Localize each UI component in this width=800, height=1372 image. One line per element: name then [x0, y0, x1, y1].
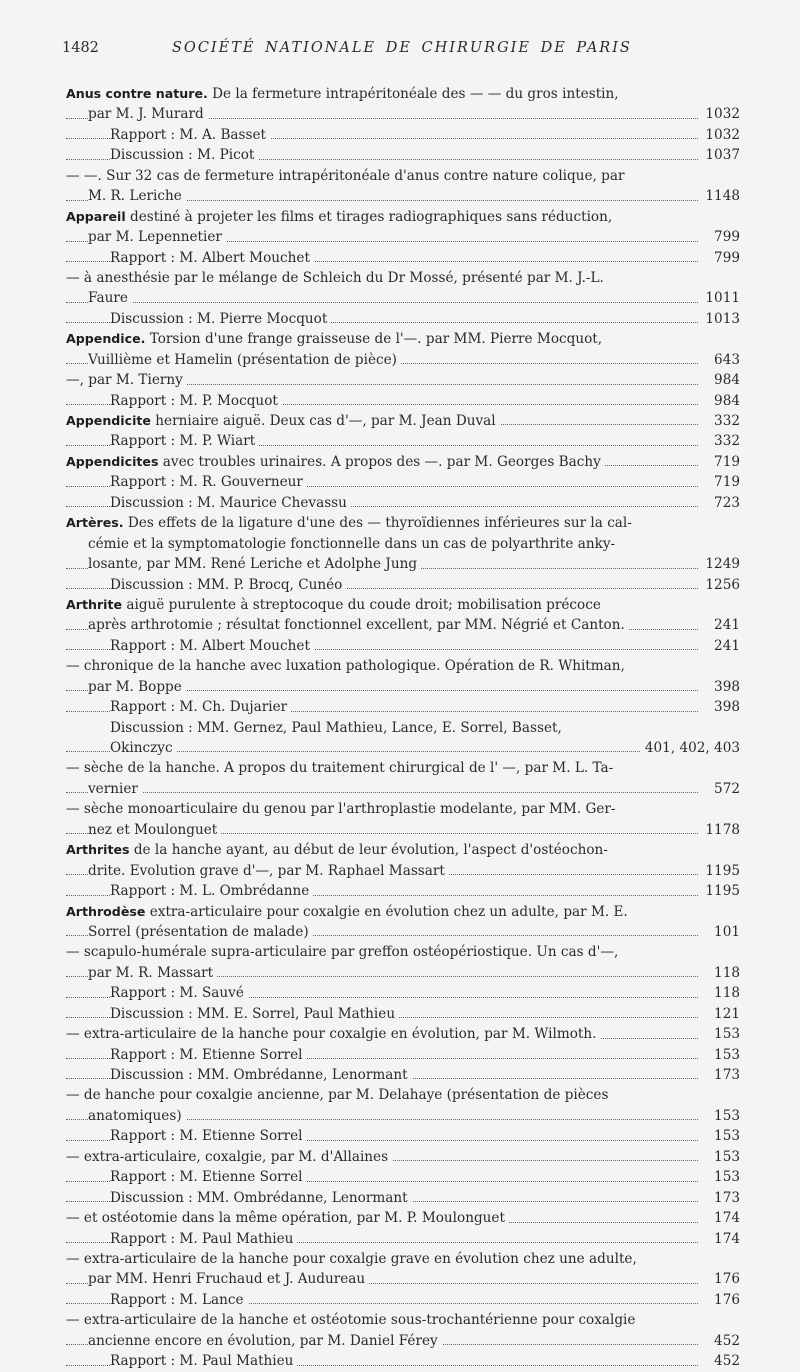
entry-text: Sorrel (présentation de malade)	[88, 924, 313, 940]
entry-text: Discussion : MM. Ombrédanne, Lenormant	[110, 1190, 412, 1206]
page-reference: 1032	[701, 125, 740, 145]
page-reference: 398	[710, 677, 740, 697]
entry-text: — sèche de la hanche. A propos du traitement chirurgical de l' —, par M. L. Ta-	[66, 760, 614, 777]
entry-text: — et ostéotomie dans la même opération, par M. P. Moulonguet	[66, 1210, 509, 1226]
dot-leader	[66, 302, 698, 303]
page-reference: 176	[710, 1269, 740, 1289]
entry-text: Rapport : M. Paul Mathieu	[110, 1353, 297, 1369]
page-reference: 1256	[701, 575, 740, 595]
index-line	[66, 942, 740, 962]
index-line	[66, 983, 740, 1003]
page-reference: 452	[710, 1351, 740, 1371]
page-number: 1482	[62, 40, 99, 56]
index-line	[66, 1065, 740, 1085]
index-line	[66, 595, 740, 615]
entry-text: Vuillième et Hamelin (présentation de pièce)	[88, 352, 401, 368]
entry-keyword: Artères.	[66, 515, 124, 531]
index-line	[66, 554, 740, 574]
entry-keyword: Anus contre nature.	[66, 86, 208, 101]
entry-text: Rapport : M. A. Basset	[110, 127, 270, 143]
index-line	[66, 840, 740, 860]
index-line	[66, 1085, 740, 1105]
entry-text: Discussion : MM. Ombrédanne, Lenormant	[110, 1067, 412, 1083]
index-line	[66, 1290, 740, 1310]
entry-text: Rapport : M. R. Gouverneur	[110, 474, 307, 490]
index-line	[66, 799, 740, 819]
entry-text: Appendice. Torsion d'une frange graisseuse de l'—. par MM. Pierre Mocquot,	[66, 331, 603, 348]
index-line	[66, 1126, 740, 1146]
entry-text: Artères. Des effets de la ligature d'une des — thyroïdiennes inférieures sur la cal-	[66, 515, 632, 532]
entry-text: Arthrodèse extra-articulaire pour coxalgie en évolution chez un adulte, par M. E.	[66, 903, 628, 920]
index-line	[66, 963, 740, 983]
index-line	[66, 615, 740, 635]
entry-keyword: Arthrites	[66, 842, 130, 858]
index-line	[66, 1004, 740, 1024]
entry-text: Appendicite herniaire aiguë. Deux cas d'—, par M. Jean Duval	[66, 413, 500, 429]
entry-text: Appendicites avec troubles urinaires. A propos des —. par M. Georges Bachy	[66, 454, 605, 470]
entry-text: par M. R. Massart	[88, 965, 217, 981]
page-reference: 984	[710, 391, 740, 411]
entry-text: — de hanche pour coxalgie ancienne, par M. Delahaye (présentation de pièces	[66, 1087, 609, 1104]
entry-text: après arthrotomie ; résultat fonctionnel excellent, par MM. Négrié et Canton.	[88, 617, 629, 633]
entry-keyword: Arthrite	[66, 596, 123, 612]
page-reference: 153	[710, 1045, 740, 1065]
entry-text: — scapulo-humérale supra-articulaire par greffon ostéopériostique. Un cas d'—,	[66, 944, 619, 961]
page-reference: 153	[710, 1167, 740, 1187]
entry-text: par MM. Henri Fruchaud et J. Audureau	[88, 1271, 369, 1287]
index-line	[66, 1229, 740, 1249]
index-line	[66, 1024, 740, 1044]
entry-text: — chronique de la hanche avec luxation pathologique. Opération de R. Whitman,	[66, 658, 625, 675]
entry-text: — extra-articulaire de la hanche pour coxalgie en évolution, par M. Wilmoth.	[66, 1026, 600, 1042]
page-reference: 332	[710, 431, 740, 451]
index-line	[66, 902, 740, 922]
entry-text: par M. J. Murard	[88, 106, 208, 122]
entry-text: Discussion : M. Pierre Mocquot	[110, 311, 331, 327]
index-line	[66, 288, 740, 308]
index-line	[66, 513, 740, 533]
entry-text: Discussion : MM. Gernez, Paul Mathieu, Lance, E. Sorrel, Basset,	[110, 719, 562, 736]
entry-text: nez et Moulonguet	[88, 822, 221, 838]
page-reference: 1013	[701, 309, 740, 329]
entry-keyword: Arthrodèse	[66, 903, 146, 919]
index-line	[66, 493, 740, 513]
index-line	[66, 431, 740, 451]
page-reference: 1195	[701, 861, 740, 881]
index-entries	[66, 84, 740, 1372]
running-title: SOCIÉTÉ NATIONALE DE CHIRURGIE DE PARIS	[172, 40, 632, 56]
entry-text: Rapport : M. Paul Mathieu	[110, 1231, 297, 1247]
index-line	[66, 820, 740, 840]
entry-text: — sèche monoarticulaire du genou par l'arthroplastie modelante, par MM. Ger-	[66, 801, 616, 818]
entry-text: Rapport : M. Etienne Sorrel	[110, 1169, 307, 1185]
index-line	[66, 1208, 740, 1228]
page-reference: 153	[710, 1126, 740, 1146]
entry-keyword: Appareil	[66, 208, 126, 224]
entry-text: drite. Evolution grave d'—, par M. Raphael Massart	[88, 863, 449, 879]
index-line	[66, 166, 740, 186]
index-line	[66, 104, 740, 124]
entry-text: Discussion : M. Maurice Chevassu	[110, 495, 351, 511]
page-reference: 398	[710, 697, 740, 717]
dot-leader	[66, 792, 698, 793]
index-line	[66, 227, 740, 247]
index-line	[66, 472, 740, 492]
index-line	[66, 391, 740, 411]
entry-text: Arthrites de la hanche ayant, au début de leur évolution, l'aspect d'ostéochon-	[66, 842, 608, 859]
index-line	[66, 84, 740, 104]
entry-text: Rapport : M. Etienne Sorrel	[110, 1128, 307, 1144]
index-line	[66, 1188, 740, 1208]
entry-keyword: Appendicite	[66, 413, 151, 428]
entry-text: Okinczyc	[110, 740, 177, 756]
index-line	[66, 677, 740, 697]
page-reference: 173	[710, 1065, 740, 1085]
index-line	[66, 1351, 740, 1371]
index-line	[66, 350, 740, 370]
entry-text: Rapport : M. Ch. Dujarier	[110, 699, 291, 715]
entry-text: Faure	[88, 290, 132, 306]
index-line	[66, 697, 740, 717]
index-line	[66, 145, 740, 165]
index-line	[66, 329, 740, 349]
page-reference: 153	[710, 1147, 740, 1167]
index-line	[66, 1106, 740, 1126]
entry-text: — extra-articulaire, coxalgie, par M. d'Allaines	[66, 1149, 392, 1165]
page-reference: 1011	[701, 288, 740, 308]
index-line	[66, 452, 740, 472]
entry-text: — —. Sur 32 cas de fermeture intrapéritonéale d'anus contre nature colique, par	[66, 167, 625, 184]
page-reference: 174	[710, 1229, 740, 1249]
entry-text: Rapport : M. P. Mocquot	[110, 393, 282, 409]
page-header	[62, 40, 738, 62]
entry-text: Rapport : M. L. Ombrédanne	[110, 883, 313, 899]
entry-text: Rapport : M. Sauvé	[110, 985, 248, 1001]
page-reference: 118	[710, 983, 740, 1003]
index-line	[66, 881, 740, 901]
index-line	[66, 125, 740, 145]
page-reference: 723	[710, 493, 740, 513]
page-reference: 452	[710, 1331, 740, 1351]
page-reference: 719	[710, 472, 740, 492]
page-reference: 643	[710, 350, 740, 370]
page-reference: 118	[710, 963, 740, 983]
index-line	[66, 1331, 740, 1351]
entry-text: — extra-articulaire de la hanche et ostéotomie sous-trochantérienne pour coxalgie	[66, 1312, 636, 1329]
page-reference: 176	[710, 1290, 740, 1310]
page-reference: 1032	[701, 104, 740, 124]
entry-text: — à anesthésie par le mélange de Schleich du Dr Mossé, présenté par M. J.-L.	[66, 269, 604, 286]
index-line	[66, 1167, 740, 1187]
index-line	[66, 1249, 740, 1269]
index-line	[66, 207, 740, 227]
page-reference: 153	[710, 1024, 740, 1044]
page-reference: 174	[710, 1208, 740, 1228]
entry-keyword: Appendicites	[66, 453, 159, 469]
page-reference: 1148	[701, 186, 740, 206]
index-line	[66, 656, 740, 676]
page-reference: 121	[710, 1004, 740, 1024]
entry-text: Rapport : M. Etienne Sorrel	[110, 1047, 307, 1063]
page-reference: 799	[710, 227, 740, 247]
entry-text: Arthrite aiguë purulente à streptocoque du coude droit; mobilisation précoce	[66, 596, 601, 613]
entry-text: Rapport : M. Lance	[110, 1292, 248, 1308]
index-line	[66, 922, 740, 942]
entry-text: anatomiques)	[88, 1108, 186, 1124]
entry-text: Anus contre nature. De la fermeture intrapéritonéale des — — du gros intestin,	[66, 86, 619, 102]
page-reference: 1178	[701, 820, 740, 840]
entry-text: par M. Boppe	[88, 679, 186, 695]
page-reference: 1249	[701, 554, 740, 574]
index-line	[66, 1310, 740, 1330]
index-line	[66, 636, 740, 656]
index-line	[66, 1269, 740, 1289]
index-line	[66, 411, 740, 431]
index-line	[66, 268, 740, 288]
page-reference: 799	[710, 248, 740, 268]
index-line	[66, 1147, 740, 1167]
page-reference: 1195	[701, 881, 740, 901]
page-reference: 101	[710, 922, 740, 942]
index-line	[66, 758, 740, 778]
index-line	[66, 248, 740, 268]
page-reference: 153	[710, 1106, 740, 1126]
page-reference: 719	[710, 452, 740, 472]
entry-text: losante, par MM. René Leriche et Adolphe Jung	[88, 556, 421, 572]
entry-text: Discussion : M. Picot	[110, 147, 258, 163]
page-reference: 984	[710, 370, 740, 390]
page-reference: 332	[710, 411, 740, 431]
page-reference: 572	[710, 779, 740, 799]
page-reference: 173	[710, 1188, 740, 1208]
index-line	[66, 186, 740, 206]
entry-text: Appareil destiné à projeter les films et tirages radiographiques sans réduction,	[66, 208, 613, 225]
index-line	[66, 370, 740, 390]
page-reference: 1037	[701, 145, 740, 165]
entry-text: Discussion : MM. P. Brocq, Cunéo	[110, 577, 346, 593]
index-line	[66, 1045, 740, 1065]
page-reference: 241	[710, 636, 740, 656]
entry-text: Rapport : M. Albert Mouchet	[110, 250, 314, 266]
index-line	[66, 779, 740, 799]
index-line	[66, 575, 740, 595]
entry-text: cémie et la symptomatologie fonctionnelle dans un cas de polyarthrite anky-	[88, 535, 616, 552]
entry-text: par M. Lepennetier	[88, 229, 226, 245]
entry-text: —, par M. Tierny	[66, 372, 187, 388]
page-reference: 401, 402, 403	[641, 738, 740, 758]
entry-text: ancienne encore en évolution, par M. Daniel Férey	[88, 1333, 442, 1349]
entry-text: Rapport : M. P. Wiart	[110, 433, 259, 449]
page-reference: 241	[710, 615, 740, 635]
index-line	[66, 309, 740, 329]
entry-text: vernier	[88, 781, 142, 797]
entry-keyword: Appendice.	[66, 331, 146, 347]
entry-text: — extra-articulaire de la hanche pour coxalgie grave en évolution chez une adulte,	[66, 1250, 637, 1267]
index-line	[66, 718, 740, 738]
index-line	[66, 738, 740, 758]
index-line	[66, 861, 740, 881]
entry-text: Discussion : MM. E. Sorrel, Paul Mathieu	[110, 1006, 399, 1022]
index-line	[66, 534, 740, 554]
entry-text: M. R. Leriche	[88, 188, 186, 204]
entry-text: Rapport : M. Albert Mouchet	[110, 638, 314, 654]
